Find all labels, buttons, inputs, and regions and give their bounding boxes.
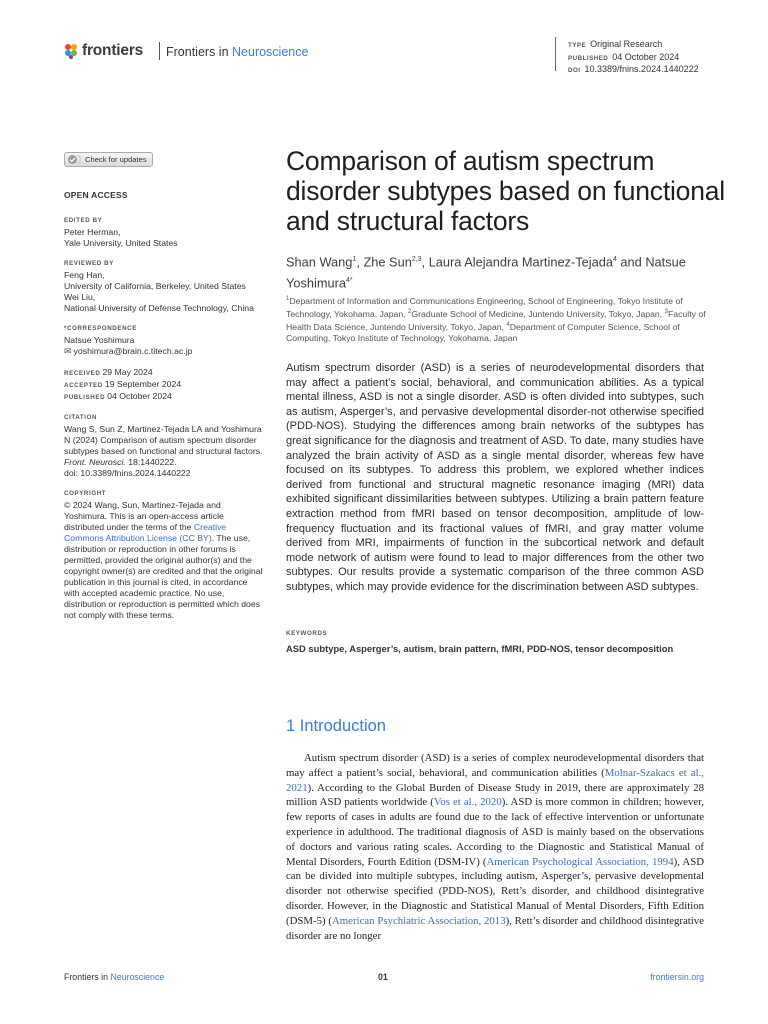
edited-by-list bbox=[64, 227, 264, 249]
keywords: ASD subtype, Asperger’s, autism, brain pattern, fMRI, PDD-NOS, tensor decomposition bbox=[286, 643, 674, 654]
citation-link[interactable]: Molnar-Szakacs et al., 2021 bbox=[286, 766, 704, 794]
citation-journal: Front. Neurosci. bbox=[64, 457, 126, 467]
affiliation-text: Department of Computer Science, School of Computing, Tokyo Institute of Technology, Yokohama, Japan bbox=[286, 321, 680, 343]
reviewed-by-label: REVIEWED BY bbox=[64, 260, 114, 267]
check-updates-label: Check for updates bbox=[85, 155, 147, 164]
correspondence-label: *CORRESPONDENCE bbox=[64, 325, 137, 332]
type-value: Original Research bbox=[590, 39, 663, 49]
edited-by-label: EDITED BY bbox=[64, 217, 103, 224]
footer-journal-name: Neuroscience bbox=[110, 972, 165, 982]
footer-journal[interactable] bbox=[64, 972, 164, 982]
editor-line: Yale University, United States bbox=[64, 238, 178, 248]
author-name[interactable]: Natsue Yoshimura bbox=[286, 254, 686, 291]
page-number: 01 bbox=[378, 972, 388, 982]
footer-site-link[interactable]: frontiersin.org bbox=[650, 972, 704, 982]
open-access-label: OPEN ACCESS bbox=[64, 190, 128, 200]
article-meta bbox=[568, 39, 699, 77]
citation-text: Wang S, Sun Z, Martinez-Tejada LA and Yoshimura N (2024) Comparison of autism spectrum disorder subtypes based on functional and structural factors. bbox=[64, 424, 263, 456]
published-value: 04 October 2024 bbox=[612, 51, 680, 62]
reviewer-line: Wei Liu, bbox=[64, 292, 96, 302]
correspondence-block bbox=[64, 335, 264, 357]
editor-line: Peter Herman, bbox=[64, 227, 121, 237]
journal-prefix: Frontiers in bbox=[166, 45, 229, 59]
received-label: RECEIVED bbox=[64, 370, 101, 377]
received-value: 29 May 2024 bbox=[102, 367, 153, 377]
author-list bbox=[286, 251, 716, 293]
copyright-text-pre: © 2024 Wang, Sun, Martinez-Tejada and Yoshimura. This is an open-access article distributed under the terms of the bbox=[64, 500, 224, 532]
author-name[interactable]: Zhe Sun bbox=[363, 254, 412, 270]
citation-block bbox=[64, 424, 264, 479]
introduction-paragraph bbox=[286, 751, 704, 943]
body-text: ), ASD can be divided into multiple subtypes, including autism, Asperger’s, pervasive developmental disorder not otherwise specified (PDD-NOS), Rett’s disorder, and childhood disintegrative disorder. However, in the Diagnostic and Statistical Manual of Mental Disorders, Fifth Edition (DSM-5) ( bbox=[286, 855, 705, 927]
frontiers-logo-icon bbox=[64, 43, 78, 59]
correspondence-name: Natsue Yoshimura bbox=[64, 335, 135, 345]
body-text: ). According to the Global Burden of Disease Study in 2019, there are approximately 28 million ASD patients worldwide ( bbox=[286, 781, 704, 809]
copyright-block bbox=[64, 500, 264, 621]
body-text: Autism spectrum disorder (ASD) is a series of complex neurodevelopmental disorders that may affect a patient’s social, behavioral, and communication abilities ( bbox=[286, 752, 704, 779]
check-updates-icon bbox=[67, 154, 81, 165]
accepted-label: ACCEPTED bbox=[64, 382, 103, 389]
body-text: ), Rett’s disorder and childhood disintegrative disorder are no longer bbox=[286, 914, 704, 942]
footer-journal-prefix: Frontiers in bbox=[64, 972, 108, 982]
citation-label: CITATION bbox=[64, 414, 98, 421]
published-label: PUBLISHED bbox=[568, 54, 609, 62]
email-icon: ✉ bbox=[64, 346, 72, 356]
affiliation-marker: 2 bbox=[408, 308, 412, 315]
author-name[interactable]: Laura Alejandra Martinez-Tejada bbox=[428, 254, 613, 270]
article-title: Comparison of autism spectrum disorder subtypes based on functional and structural factors bbox=[286, 146, 725, 236]
published-value: 04 October 2024 bbox=[107, 391, 172, 401]
reviewer-line: University of California, Berkeley, United States bbox=[64, 281, 246, 291]
check-updates-button[interactable] bbox=[64, 152, 153, 167]
keywords-label: KEYWORDS bbox=[286, 630, 328, 637]
published-label: PUBLISHED bbox=[64, 394, 106, 401]
correspondence-email[interactable]: yoshimura@brain.c.titech.ac.jp bbox=[73, 346, 193, 356]
accepted-value: 19 September 2024 bbox=[104, 379, 182, 389]
author-separator: and bbox=[616, 254, 646, 270]
header-divider bbox=[159, 42, 160, 60]
copyright-label: COPYRIGHT bbox=[64, 490, 107, 497]
author-affiliation-marker: 2,3 bbox=[411, 256, 422, 263]
affiliation-marker: 1 bbox=[286, 296, 290, 302]
affiliation-marker: 4 bbox=[506, 321, 510, 328]
type-label: TYPE bbox=[568, 42, 587, 49]
author-separator: , bbox=[356, 254, 364, 270]
author-affiliation-marker: 4 bbox=[612, 256, 617, 263]
copyright-text-post: . The use, distribution or reproduction in other forums is permitted, provided the original author(s) and the copyright owner(s) are credited and that the original publication in this journal is cited, in accordance with accepted academic practice. No use, distribution or reproduction is permitted which does not comply with these terms. bbox=[64, 533, 263, 620]
author-affiliation-marker: 4* bbox=[346, 276, 353, 284]
meta-divider bbox=[555, 37, 556, 71]
author-name[interactable]: Shan Wang bbox=[286, 254, 353, 270]
reviewer-line: Feng Han, bbox=[64, 270, 105, 280]
abstract: Autism spectrum disorder (ASD) is a series of neurodevelopmental disorders that may affect a patient’s social, behavioral, and communication abilities. As a typical mental illness, ASD is not a single disorder. ASD is often divided into subtypes, such as autism, Asperger’s, and pervasive developmental disorder-not otherwise specified (PDD-NOS). Studying the differences among brain networks of the subtypes has great significance for the diagnosis and treatment of ASD. To date, many studies have analyzed the brain activity of ASD as a single mental disorder, whereas few have focused on its subtypes. To address this problem, we explored whether indices derived from functional and structural magnetic resonance imaging (MRI) data exhibited significant dissimilarities between subtypes. Utilizing a brain pattern feature extraction method from fMRI based on tensor decomposition, amplitude of low-frequency fluctuation and its fractional values of fMRI, and gray matter volume derived from MRI, impairments of function in the subcortical network and default mode network of autism were found to lead to major differences from the other two subtypes. Our results provide a systematic comparison of the three common ASD subtypes, which may provide evidence for the discrimination between ASD subtypes. bbox=[286, 362, 704, 593]
reviewed-by-list bbox=[64, 270, 264, 314]
author-affiliation-marker: 1 bbox=[352, 256, 357, 263]
journal-title: Neuroscience bbox=[232, 45, 309, 59]
citation-volume: 18:1440222. bbox=[125, 457, 177, 467]
citation-link[interactable]: American Psychiatric Association, 2013 bbox=[331, 914, 506, 927]
section-heading-introduction: 1 Introduction bbox=[286, 717, 386, 735]
frontiers-logo[interactable] bbox=[64, 42, 143, 60]
citation-link[interactable]: American Psychological Association, 1994 bbox=[486, 855, 674, 868]
author-separator: , bbox=[421, 254, 429, 270]
doi-label: DOI bbox=[568, 67, 581, 74]
affiliation-text: Faculty of Health Data Science, Juntendo University, Tokyo, Japan, bbox=[286, 308, 706, 332]
brand-name: frontiers bbox=[82, 42, 144, 59]
citation-doi[interactable]: doi: 10.3389/fnins.2024.1440222 bbox=[64, 468, 191, 478]
reviewer-line: National University of Defense Technology, China bbox=[64, 303, 254, 313]
body-text: ). ASD is more common in children; however, few reports of cases in adults are found due to the lack of effective intervention or unfortunate experience in adulthood. The traditional diagnosis of ASD is mainly based on the observations of doctors and various rating scales. According to the Diagnostic and Statistical Manual of Mental Disorders, Fourth Edition (DSM-IV) ( bbox=[286, 796, 704, 868]
affiliations bbox=[286, 294, 706, 344]
license-link[interactable]: Creative Commons Attribution License (CC BY) bbox=[64, 522, 227, 543]
affiliation-marker: 3 bbox=[664, 308, 668, 315]
dates-block bbox=[64, 367, 264, 403]
affiliation-text: Graduate School of Medicine, Juntendo University, Tokyo, Japan, bbox=[411, 308, 665, 319]
journal-name[interactable] bbox=[166, 45, 308, 59]
sidebar bbox=[64, 152, 264, 621]
doi-value[interactable]: 10.3389/fnins.2024.1440222 bbox=[584, 64, 699, 74]
citation-link[interactable]: Vos et al., 2020 bbox=[433, 796, 502, 809]
affiliation-text: Department of Information and Communications Engineering, School of Engineering, Tokyo Institute of Technology, Yokohama, Japan, bbox=[286, 295, 683, 319]
